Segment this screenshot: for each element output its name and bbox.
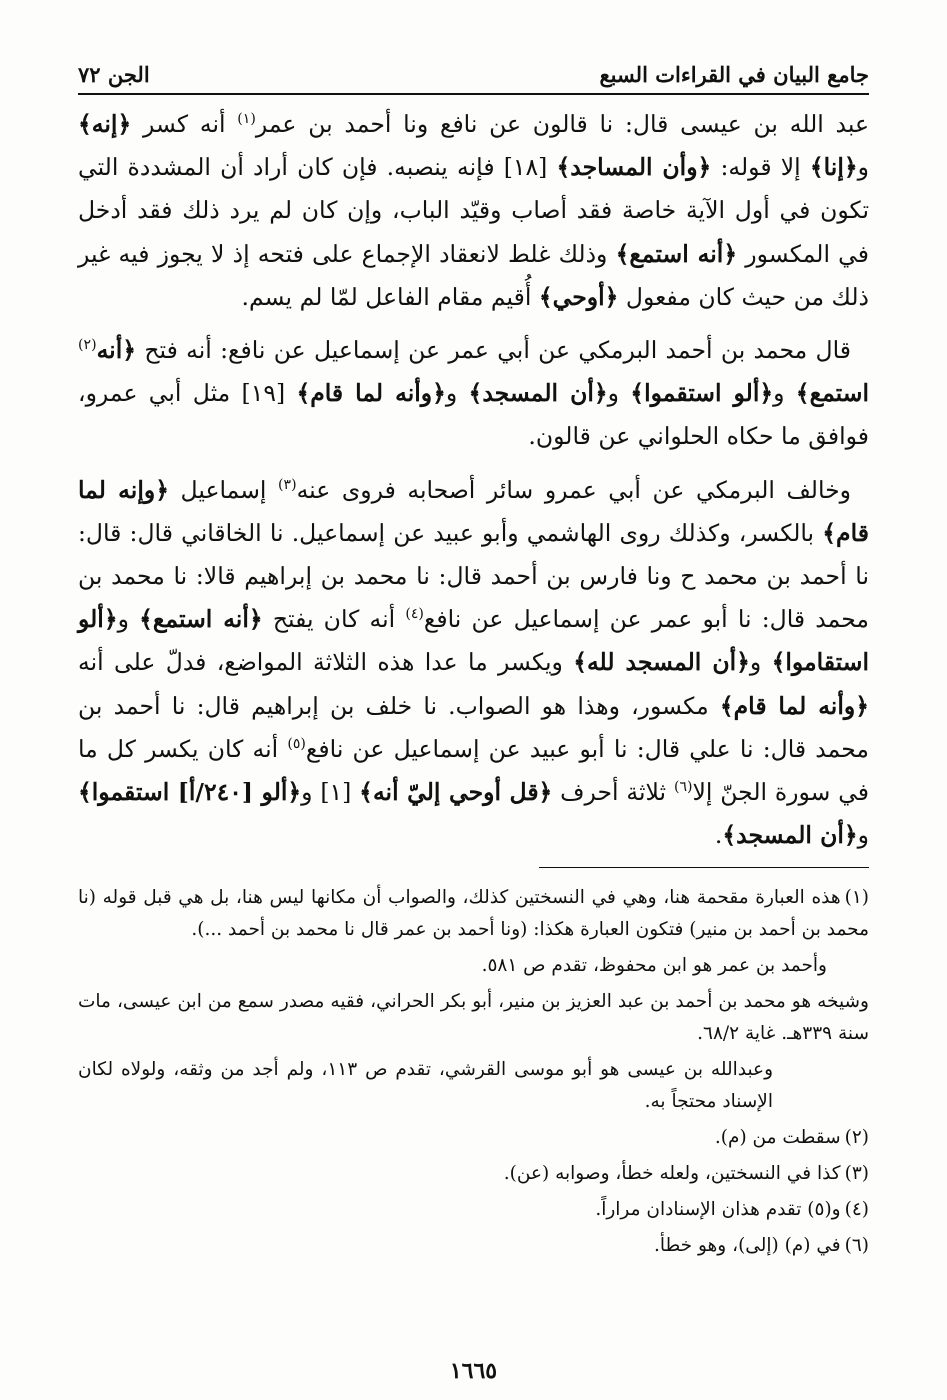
- quran-quote: ﴿أن المسجد﴾: [468, 379, 608, 408]
- quran-quote: ﴿إنا﴾: [809, 153, 858, 182]
- footnote-ref: (٦): [673, 779, 693, 796]
- quran-quote: استمع﴾: [795, 379, 869, 408]
- footnote: [78, 1122, 869, 1154]
- text-run: أنه كان يكسر كل ما في سورة الجنّ إلا: [78, 734, 870, 807]
- quran-quote: ﴿أن المسجد لله﴾: [573, 648, 750, 677]
- footnote: [78, 882, 869, 946]
- text-run: إسماعيل: [168, 475, 278, 504]
- text-run: ويكسر ما عدا هذه الثلاثة المواضع، فدلّ على أنه: [78, 648, 574, 677]
- footnote-ref: (٢): [78, 337, 97, 354]
- text-run: و: [773, 379, 796, 408]
- text-run: وخالف البرمكي عن أبي عمرو سائر أصحابه فروى عنه: [296, 475, 851, 504]
- footnote-text: و(٥) تقدم هذان الإسنادان مراراً.: [595, 1199, 841, 1221]
- footnote: [78, 986, 869, 1050]
- quran-quote: ﴿وأنه لما قام﴾: [296, 379, 446, 408]
- footnote-ref: (٤): [405, 606, 424, 623]
- text-run: أنه كسر: [131, 110, 238, 138]
- footnote-text: في (م) (إلى)، وهو خطأ.: [653, 1235, 841, 1257]
- page: [78, 62, 869, 1400]
- quran-quote: ﴿أن المسجد﴾: [722, 821, 858, 850]
- text-run: وذلك غلط لانعقاد الإجماع على فتحه إذ لا يجوز فيه غير ذلك من حيث كان مفعول: [78, 239, 869, 311]
- quran-quote: ﴿أنه: [96, 336, 137, 365]
- text-run: أُقيم مقام الفاعل لمّا لم يسم.: [241, 282, 539, 311]
- footnote: [78, 1158, 869, 1190]
- quran-quote: ﴿وأنه لما قام﴾: [719, 691, 869, 720]
- footnote-text: سقطت من (م).: [714, 1127, 841, 1149]
- footnote-text: وعبدالله بن عيسى هو أبو موسى القرشي، تقدم ص ١١٣، ولم أجد من وثقه، ولولاه لكان الإسناد محتجاً به.: [78, 1059, 774, 1113]
- quran-quote: ﴿ألو استقموا﴾: [630, 379, 774, 408]
- text-run: [١٨] فإنه ينصبه. فإن كان أراد أن المشددة التي تكون في أول الآية خاصة فقد أصاب وقيّد الباب، وإن كان لم يرد ذلك فقد أدخل في المكسور: [78, 153, 869, 268]
- text-run: ثلاثة أحرف: [552, 778, 674, 807]
- text-run: و: [445, 379, 469, 408]
- footnote-ref: (٣): [278, 476, 297, 493]
- quran-quote: ﴿ألو [٢٤٠/أ] استقموا﴾: [78, 778, 302, 807]
- quran-quote: ﴿أنه استمع﴾: [615, 239, 738, 268]
- footnote: [78, 1054, 869, 1118]
- footnote-number: (١): [844, 887, 869, 909]
- text-run: و: [857, 153, 869, 182]
- page-number: ١٦٦٥: [449, 1358, 498, 1384]
- text-run: و: [749, 648, 772, 677]
- quran-quote: ﴿إنه﴾: [78, 110, 132, 138]
- text-run: إلا قوله:: [711, 153, 810, 182]
- text-run: [١] و: [301, 778, 360, 807]
- footnote: [78, 1230, 869, 1262]
- footnote-number: (٣): [844, 1163, 869, 1185]
- text-run: قال محمد بن أحمد البرمكي عن أبي عمر عن إسماعيل عن نافع: أنه فتح: [136, 336, 851, 365]
- text-run: و: [607, 379, 631, 408]
- quran-quote: ﴿ألو استقاموا﴾: [78, 605, 869, 677]
- running-header: [78, 62, 869, 95]
- footnote-ref: (١): [237, 111, 256, 128]
- text-run: و: [117, 605, 140, 634]
- quran-quote: ﴿وأن المساجد﴾: [556, 153, 712, 182]
- text-run: [١٩] مثل أبي عمرو، فوافق ما حكاه الحلواني عن قالون.: [78, 379, 869, 451]
- footnote: [78, 950, 869, 982]
- main-text: [78, 103, 869, 857]
- text-run: .: [714, 821, 723, 850]
- footnote: [78, 1194, 869, 1226]
- paragraph: [78, 469, 869, 858]
- text-run: مكسور، وهذا هو الصواب. نا خلف بن إبراهيم قال: نا أحمد بن محمد قال: نا علي قال: نا أبو عبيد عن إسماعيل عن نافع: [78, 691, 869, 763]
- paragraph: [78, 329, 869, 459]
- footnote-divider: [539, 867, 869, 868]
- text-run: أنه كان يفتح: [262, 605, 406, 634]
- footnote-number: (٢): [844, 1127, 869, 1149]
- quran-quote: ﴿قل أوحي إليّ أنه﴾: [359, 778, 553, 807]
- quran-quote: ﴿أنه استمع﴾: [139, 605, 263, 634]
- footnote-ref: (٥): [287, 736, 306, 753]
- surah-label: الجن ٧٢: [78, 62, 150, 87]
- footnotes: [78, 882, 869, 1262]
- text-run: عبد الله بن عيسى قال: نا قالون عن نافع ونا أحمد بن عمر: [255, 110, 870, 138]
- footnote-text: هذه العبارة مقحمة هنا، وهي في النسختين كذلك، والصواب أن مكانها ليس هنا، بل هي قبل قوله (نا محمد بن أحمد بن منير) فتكون العبارة هكذا: (ونا أحمد بن عمر قال نا محمد بن أحمد ...).: [78, 887, 869, 941]
- text-run: بالكسر، وكذلك روى الهاشمي وأبو عبيد عن إسماعيل. نا الخاقاني قال: قال: نا أحمد بن محمد ح ونا فارس بن أحمد قال: نا محمد بن إبراهيم قالا: نا محمد بن محمد قال: نا أبو عمر عن إسماعيل عن نافع: [78, 518, 869, 634]
- paragraph: [78, 103, 869, 319]
- text-run: و: [857, 821, 869, 850]
- book-title: جامع البيان في القراءات السبع: [599, 62, 869, 87]
- quran-quote: ﴿أوحي﴾: [538, 282, 619, 311]
- footnote-text: وأحمد بن عمر هو ابن محفوظ، تقدم ص ٥٨١.: [481, 955, 827, 977]
- footnote-number: (٦): [844, 1235, 869, 1257]
- footnote-number: (٤): [844, 1199, 869, 1221]
- footnote-text: وشيخه هو محمد بن أحمد بن عبد العزيز بن منير، أبو بكر الحراني، فقيه مصدر سمع من ابن عيسى، مات سنة ٣٣٩هـ. غاية ٦٨/٢.: [78, 991, 869, 1045]
- footnote-text: كذا في النسختين، ولعله خطأ، وصوابه (عن).: [503, 1163, 841, 1185]
- quran-quote: ﴿وإنه لما قام﴾: [78, 475, 869, 547]
